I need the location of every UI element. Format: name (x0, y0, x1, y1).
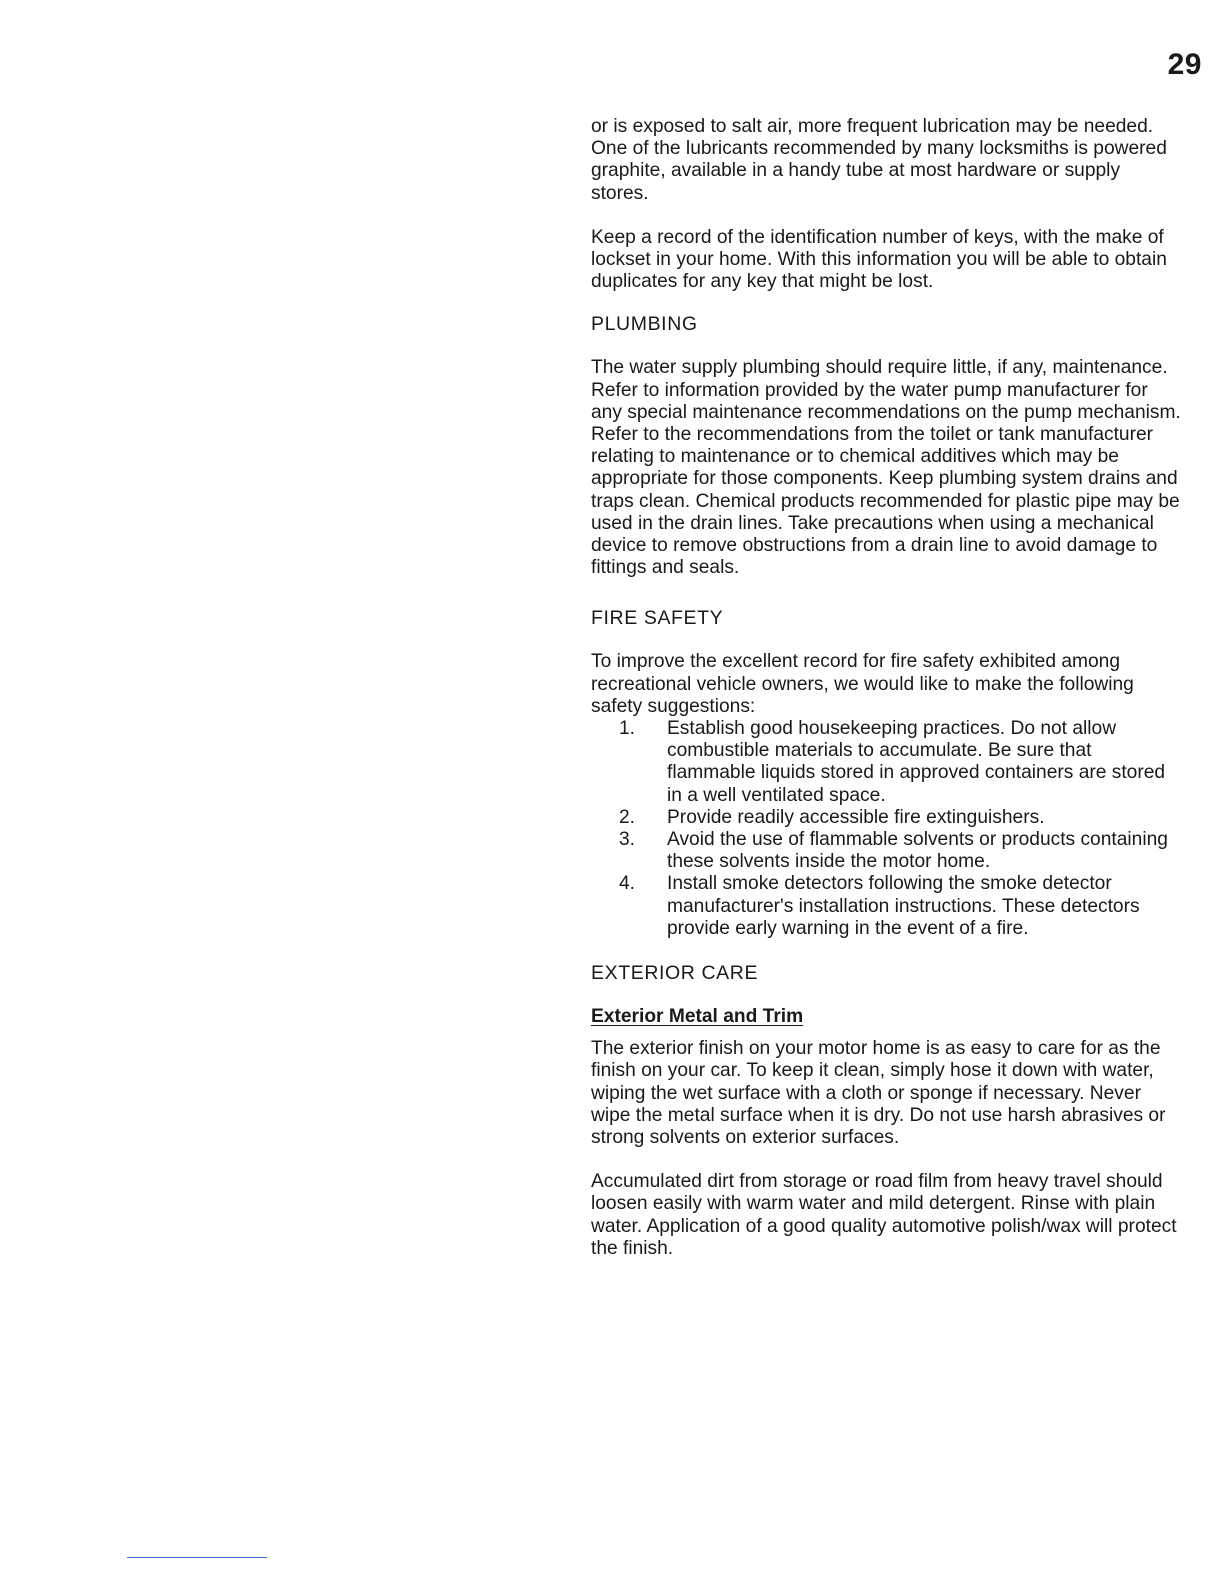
list-item-number: 2. (619, 806, 636, 828)
list-item (591, 718, 1181, 807)
dirt-removal-paragraph: Accumulated dirt from storage or road film from heavy travel should loosen easily with warm water and mild detergent. Rinse with plain water. Application of a good quality automotive polish/wax will protect the finish. (591, 1171, 1177, 1259)
lubrication-paragraph: or is exposed to salt air, more frequent lubrication may be needed. One of the lubricants recommended by many locksmiths is powered graphite, available in a handy tube at most hardware or supply stores. (591, 116, 1167, 204)
fire-safety-intro: To improve the excellent record for fire safety exhibited among recreational vehicle owners, we would like to make the following safety suggestions: (591, 651, 1134, 717)
list-item (591, 807, 1181, 829)
list-item-text: Avoid the use of flammable solvents or products containing these solvents inside the motor home. (667, 829, 1168, 873)
fire-safety-list (591, 718, 1181, 940)
list-item (591, 873, 1181, 940)
page-number: 29 (1167, 48, 1202, 81)
exterior-care-heading: EXTERIOR CARE (591, 962, 759, 985)
list-item (591, 829, 1181, 873)
exterior-finish-paragraph: The exterior finish on your motor home is as easy to care for as the finish on your car. To keep it clean, simply hose it down with water, wiping the wet surface with a cloth or sponge if necessary. Never wipe the metal surface when it is dry. Do not use harsh abrasives or strong solvents on exterior surfaces. (591, 1038, 1166, 1148)
list-item-text: Establish good housekeeping practices. Do not allow combustible materials to accumulate. Be sure that flammable liquids stored in approved containers are stored in a well ventilated space. (667, 718, 1166, 806)
exterior-metal-subheading: Exterior Metal and Trim (591, 1006, 804, 1028)
list-item-number: 4. (619, 873, 636, 895)
key-record-paragraph: Keep a record of the identification number of keys, with the make of lockset in your home. With this information you will be able to obtain duplicates for any key that might be lost. (591, 226, 1167, 293)
list-item-text: Install smoke detectors following the smoke detector manufacturer's installation instructions. These detectors provide early warning in the event of a fire. (667, 873, 1140, 939)
footnote-divider (127, 1557, 267, 1558)
plumbing-heading: PLUMBING (591, 313, 698, 336)
list-item-text: Provide readily accessible fire extinguishers. (667, 806, 1045, 828)
fire-safety-heading: FIRE SAFETY (591, 607, 724, 630)
list-item-number: 1. (619, 718, 636, 740)
main-text-column (591, 116, 1181, 1260)
plumbing-paragraph: The water supply plumbing should require little, if any, maintenance. Refer to information provided by the water pump manufacturer for any special maintenance recommendations on the pump mechanism. Refer to the recommendations from the toilet or tank manufacturer relating to maintenance or to chemical additives which may be appropriate for those components. Keep plumbing system drains and traps clean. Chemical products recommended for plastic pipe may be used in the drain lines. Take precautions when using a mechanical device to remove obstructions from a drain line to avoid damage to fittings and seals. (591, 357, 1181, 579)
list-item-number: 3. (619, 829, 636, 851)
